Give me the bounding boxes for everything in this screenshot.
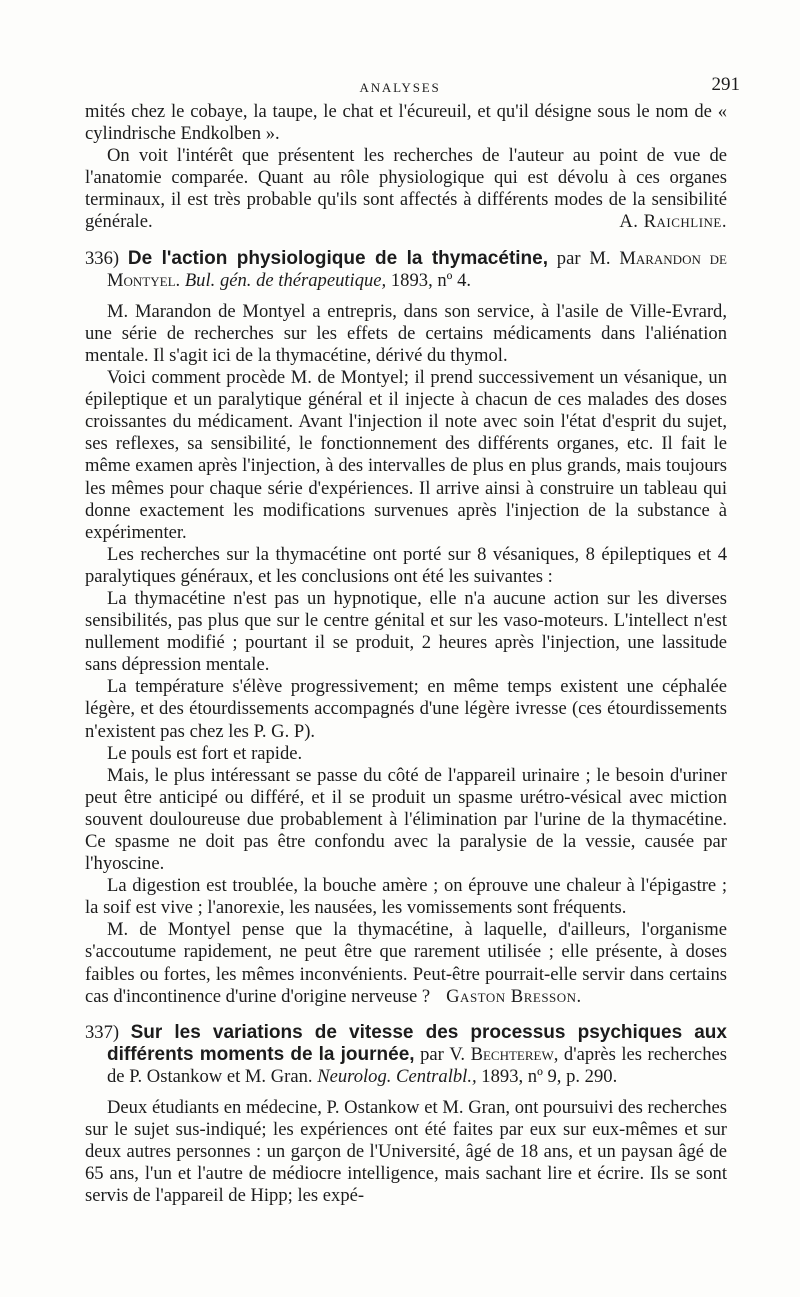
paragraph: M. Marandon de Montyel a entrepris, dans son service, à l'asile de Ville-Evrard, une série de recherches sur les effets de certains médicaments dans l'aliénation mentale. Il s'agit ici de la thymacétine, dérivé du thymol. bbox=[85, 300, 727, 366]
page-number: 291 bbox=[711, 74, 740, 95]
by-word: par bbox=[556, 247, 581, 269]
entry-number: 336) bbox=[85, 247, 120, 269]
paragraph: Deux étudiants en médecine, P. Ostankow et M. Gran, ont poursuivi des recherches sur le sujet sus-indiqué; les expériences ont été faites par eux sur eux-mêmes et sur deux autres personnes : un garçon de l'Université, âgé de 18 ans, et un paysan âgé de 65 ans, l'un et l'autre de médiocre intelligence, mais sachant lire et écrire. Ils se sont servis de l'appareil de Hipp; les expé- bbox=[85, 1097, 727, 1207]
entry-journal: Neurolog. Centralbl., bbox=[317, 1065, 477, 1087]
paragraph: Voici comment procède M. de Montyel; il prend successivement un vésanique, un épileptique et un paralytique général et il injecte à chacun de ces malades des doses croissantes du médicament. Avant l'injection il note avec soin l'état d'esprit du sujet, ses reflexes, sa sensibilité, le fonctionnement des différents organes, etc. Il fait le même examen après l'injection, à des intervalles de plus en plus grands, mais toujours les mêmes pour chaque série d'expériences. Il arrive ainsi à construire un tableau qui donne exactement les modifications survenues après l'injection de la substance à expérimenter. bbox=[85, 367, 727, 543]
entry-journal: Bul. gén. de thérapeutique, bbox=[184, 269, 387, 291]
entry-title: Sur les variations de vitesse des processus psychiques aux différents moments de la journée, bbox=[107, 1021, 727, 1065]
paragraph: La thymacétine n'est pas un hypnotique, elle n'a aucune action sur les diverses sensibilités, pas plus que sur le centre génital et sur les vaso-moteurs. L'intellect n'est nullement modifié ; pourtant il se produit, 2 heures après l'injection, une lassitude sans dépression mentale. bbox=[85, 587, 727, 676]
paragraph: Les recherches sur la thymacétine ont porté sur 8 vésaniques, 8 épileptiques et 4 paralytiques généraux, et les conclusions ont été les suivantes : bbox=[85, 543, 727, 587]
continuation-paragraph-2 bbox=[85, 145, 727, 233]
entry-number: 337) bbox=[85, 1021, 120, 1043]
paragraph-last bbox=[85, 919, 727, 1007]
paragraph-text: M. de Montyel pense que la thymacétine, à laquelle, d'ailleurs, l'organisme s'accoutume rapidement, ne peut être que rarement utilisée ; elle présente, à doses faibles ou fortes, les mêmes inconvénients. Peut-être pourrait-elle servir dans certains cas d'incontinence d'urine d'origine nerveuse ? bbox=[85, 919, 727, 1007]
entry-author: V. Bechterew, bbox=[449, 1043, 559, 1065]
entry-337-heading bbox=[85, 1022, 727, 1088]
running-title: ANALYSES bbox=[359, 80, 441, 95]
page-body bbox=[85, 101, 727, 1208]
entry-336-heading bbox=[85, 248, 727, 292]
paragraph: Le pouls est fort et rapide. bbox=[107, 742, 303, 764]
entry-author: M. Marandon de Montyel. bbox=[107, 247, 727, 291]
paragraph: Mais, le plus intéressant se passe du côté de l'appareil urinaire ; le besoin d'uriner peut être anticipé ou différé, et il se produit un spasme urétro-vésical avec miction souvent douloureuse due probablement à l'élimination par l'urine de la thymacétine. Ce spasme ne doit pas être confondu avec la paralysie de la vessie, causée par l'hyoscine. bbox=[85, 764, 727, 875]
entry-source: d'après les recherches de P. Ostankow et M. Gran. bbox=[107, 1043, 727, 1087]
signature-bresson: Gaston Bresson. bbox=[446, 985, 582, 1007]
signature-raichline: A. Raichline. bbox=[619, 211, 727, 233]
entry-citation: 1893, nº 9, p. 290. bbox=[481, 1065, 618, 1087]
paragraph: La température s'élève progressivement; en même temps existent une céphalée légère, et des étourdissements accompagnés d'une légère ivresse (ces étourdissements n'existent pas chez les P. G. P). bbox=[85, 676, 727, 742]
page-header bbox=[60, 74, 740, 98]
by-word: par bbox=[420, 1043, 444, 1065]
entry-title: De l'action physiologique de la thymacétine, bbox=[127, 247, 548, 269]
entry-336 bbox=[85, 248, 727, 1008]
continuation-text: On voit l'intérêt que présentent les recherches de l'auteur au point de vue de l'anatomie comparée. Quant au rôle physiologique qui est dévolu à ces organes terminaux, il est très probable qu'ils sont affectés à différents modes de la sensibilité générale. bbox=[85, 145, 727, 233]
continuation-paragraph: mités chez le cobaye, la taupe, le chat et l'écureuil, et qu'il désigne sous le nom de « cylindrische Endkolben ». bbox=[85, 101, 727, 145]
entry-337 bbox=[85, 1022, 727, 1208]
paragraph: La digestion est troublée, la bouche amère ; on éprouve une chaleur à l'épigastre ; la soif est vive ; l'anorexie, les nausées, les vomissements sont fréquents. bbox=[85, 875, 727, 919]
entry-citation: 1893, nº 4. bbox=[390, 269, 472, 291]
